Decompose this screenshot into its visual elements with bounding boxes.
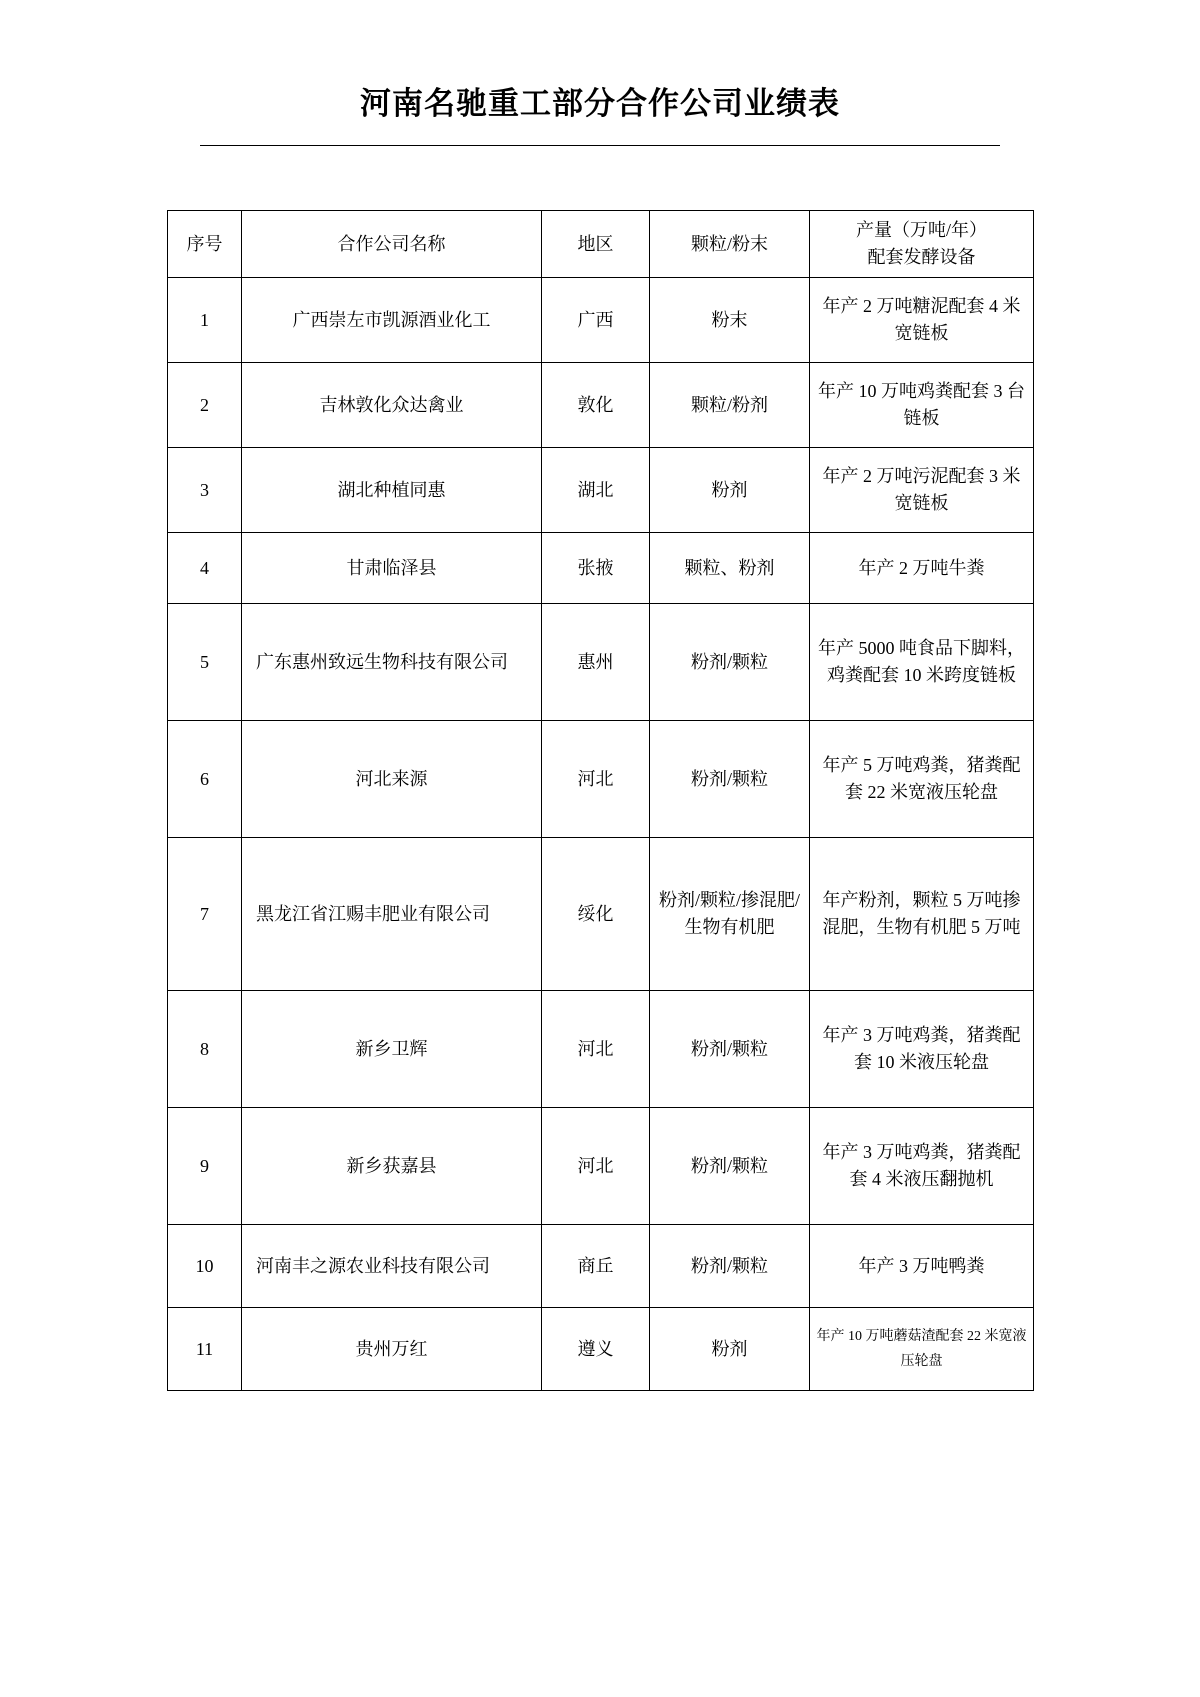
column-header-form: 颗粒/粉末 <box>650 211 810 278</box>
table-body <box>168 278 1034 1391</box>
table-row <box>168 448 1034 533</box>
cell-form: 粉剂/颗粒 <box>650 721 810 838</box>
cell-index: 5 <box>168 604 242 721</box>
cell-company: 吉林敦化众达禽业 <box>242 363 542 448</box>
page-title: 河南名驰重工部分合作公司业绩表 <box>360 86 840 121</box>
cell-region: 绥化 <box>542 838 650 991</box>
cell-company: 贵州万红 <box>242 1308 542 1391</box>
cell-company: 湖北种植同惠 <box>242 448 542 533</box>
cell-output: 年产 10 万吨蘑菇渣配套 22 米宽液压轮盘 <box>810 1308 1034 1391</box>
cell-index: 11 <box>168 1308 242 1391</box>
cell-region: 商丘 <box>542 1225 650 1308</box>
column-header-output-line1: 产量（万吨/年） <box>855 220 987 240</box>
cell-company: 河北来源 <box>242 721 542 838</box>
cell-form: 粉剂/颗粒/掺混肥/生物有机肥 <box>650 838 810 991</box>
column-header-output-line2: 配套发酵设备 <box>867 247 976 267</box>
table-row <box>168 363 1034 448</box>
title-divider <box>200 145 1000 146</box>
table-row <box>168 991 1034 1108</box>
cell-output: 年产 2 万吨牛粪 <box>810 533 1034 604</box>
cell-company: 广东惠州致远生物科技有限公司 <box>242 604 542 721</box>
cell-region: 广西 <box>542 278 650 363</box>
cell-form: 粉剂 <box>650 448 810 533</box>
table-row <box>168 721 1034 838</box>
cell-region: 惠州 <box>542 604 650 721</box>
cell-form: 粉剂/颗粒 <box>650 604 810 721</box>
table-row <box>168 533 1034 604</box>
cell-region: 河北 <box>542 991 650 1108</box>
cell-region: 河北 <box>542 721 650 838</box>
column-header-index: 序号 <box>168 211 242 278</box>
cell-company: 甘肃临泽县 <box>242 533 542 604</box>
cell-output: 年产 5000 吨食品下脚料，鸡粪配套 10 米跨度链板 <box>810 604 1034 721</box>
cell-form: 颗粒/粉剂 <box>650 363 810 448</box>
table-row <box>168 604 1034 721</box>
cell-company: 河南丰之源农业科技有限公司 <box>242 1225 542 1308</box>
cell-output: 年产 3 万吨鸭粪 <box>810 1225 1034 1308</box>
cell-company: 新乡获嘉县 <box>242 1108 542 1225</box>
table-row <box>168 1225 1034 1308</box>
cell-region: 河北 <box>542 1108 650 1225</box>
column-header-region: 地区 <box>542 211 650 278</box>
cell-index: 9 <box>168 1108 242 1225</box>
cell-region: 张掖 <box>542 533 650 604</box>
cell-index: 3 <box>168 448 242 533</box>
cell-index: 10 <box>168 1225 242 1308</box>
cell-region: 敦化 <box>542 363 650 448</box>
cell-form: 粉剂 <box>650 1308 810 1391</box>
cell-company: 新乡卫辉 <box>242 991 542 1108</box>
cell-output: 年产粉剂，颗粒 5 万吨掺混肥，生物有机肥 5 万吨 <box>810 838 1034 991</box>
cell-company: 广西崇左市凯源酒业化工 <box>242 278 542 363</box>
cell-output: 年产 5 万吨鸡粪，猪粪配套 22 米宽液压轮盘 <box>810 721 1034 838</box>
cell-output: 年产 2 万吨糖泥配套 4 米宽链板 <box>810 278 1034 363</box>
cell-form: 粉剂/颗粒 <box>650 991 810 1108</box>
table-header-row <box>168 211 1034 278</box>
cell-output: 年产 3 万吨鸡粪，猪粪配套 4 米液压翻抛机 <box>810 1108 1034 1225</box>
table-header <box>168 211 1034 278</box>
cell-output: 年产 2 万吨污泥配套 3 米宽链板 <box>810 448 1034 533</box>
cell-index: 7 <box>168 838 242 991</box>
table-row <box>168 278 1034 363</box>
cell-form: 颗粒、粉剂 <box>650 533 810 604</box>
performance-table <box>167 210 1034 1391</box>
performance-table-container <box>167 210 1033 1391</box>
cell-index: 4 <box>168 533 242 604</box>
cell-output: 年产 10 万吨鸡粪配套 3 台链板 <box>810 363 1034 448</box>
cell-form: 粉末 <box>650 278 810 363</box>
cell-region: 遵义 <box>542 1308 650 1391</box>
table-row <box>168 838 1034 991</box>
cell-region: 湖北 <box>542 448 650 533</box>
column-header-output <box>810 211 1034 278</box>
cell-index: 1 <box>168 278 242 363</box>
cell-index: 6 <box>168 721 242 838</box>
cell-company: 黑龙江省江赐丰肥业有限公司 <box>242 838 542 991</box>
column-header-company: 合作公司名称 <box>242 211 542 278</box>
table-row <box>168 1308 1034 1391</box>
cell-index: 2 <box>168 363 242 448</box>
cell-form: 粉剂/颗粒 <box>650 1225 810 1308</box>
cell-index: 8 <box>168 991 242 1108</box>
cell-form: 粉剂/颗粒 <box>650 1108 810 1225</box>
cell-output: 年产 3 万吨鸡粪，猪粪配套 10 米液压轮盘 <box>810 991 1034 1108</box>
table-row <box>168 1108 1034 1225</box>
